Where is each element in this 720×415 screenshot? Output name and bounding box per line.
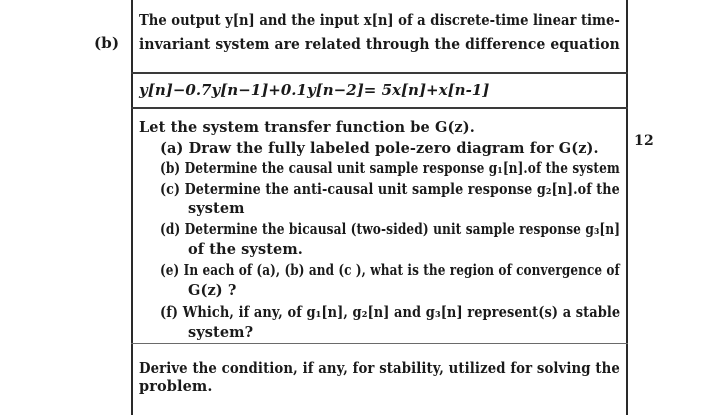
table-rule-right [626, 0, 628, 415]
item-c-cont: system [188, 200, 245, 217]
item-e: (e) In each of (a), (b) and (c ), what is the region of convergence of [160, 262, 620, 279]
intro-line-2: invariant system are related through the difference equation [139, 36, 620, 53]
closing-rule [131, 343, 628, 344]
part-label: (b) [94, 34, 120, 52]
item-d-cont: of the system. [188, 241, 303, 258]
difference-equation: y[n]−0.7y[n−1]+0.1y[n−2]= 5x[n]+x[n-1] [139, 81, 490, 99]
table-rule-left [131, 0, 133, 415]
lead-line: Let the system transfer function be G(z). [139, 119, 475, 136]
marks-label: 12 [634, 133, 654, 149]
item-f: (f) Which, if any, of g₁[n], g₂[n] and g₃[n] represent(s) a stable [160, 304, 621, 321]
equation-rule-bottom [131, 107, 628, 109]
closing-line-1: Derive the condition, if any, for stability, utilized for solving the [139, 360, 620, 377]
item-e-cont: G(z) ? [188, 282, 237, 299]
item-f-cont: system? [188, 324, 254, 341]
closing-line-2: problem. [139, 378, 213, 395]
intro-line-1-text: The output y[n] and the input x[n] of a discrete-time linear time- [139, 12, 620, 29]
item-b: (b) Determine the causal unit sample response g₁[n].of the system [160, 160, 620, 177]
intro-line-1 [139, 12, 619, 29]
item-c: (c) Determine the anti-causal unit sample response g₂[n].of the [160, 181, 620, 198]
item-a: (a) Draw the fully labeled pole-zero diagram for G(z). [160, 140, 599, 157]
item-d: (d) Determine the bicausal (two-sided) unit sample response g₃[n] [160, 221, 621, 238]
equation-rule-top [131, 72, 628, 74]
